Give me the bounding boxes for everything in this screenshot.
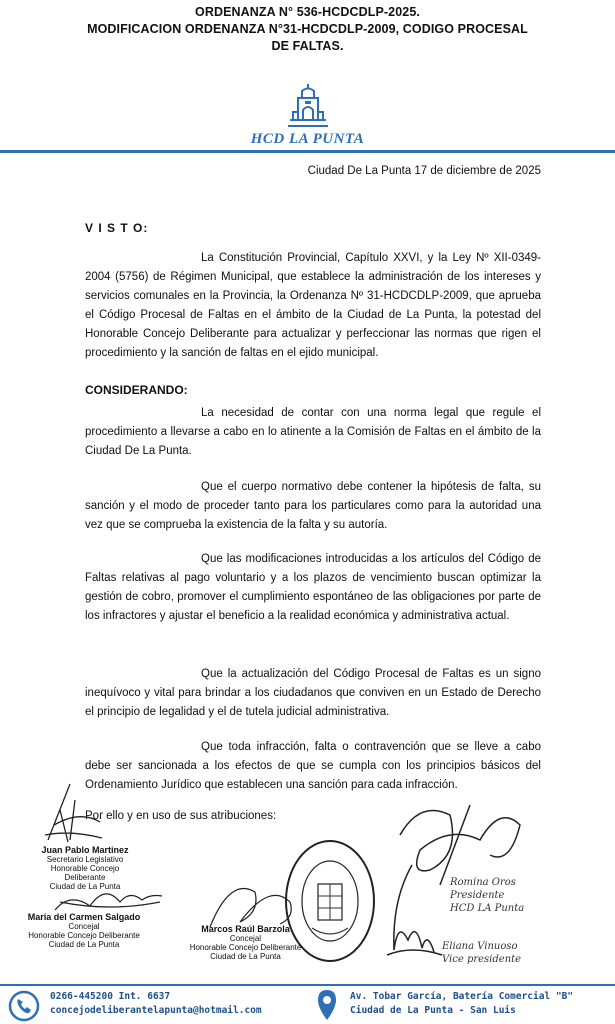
location-pin-icon (316, 988, 338, 1022)
considerando-paragraph-5: Que toda infracción, falta o contravención que se lleve a cabo debe ser sancionada a los efectos de que se cumpla con los principios básicos del Ordenamiento Jurídico que establecen una sanción para cada infracción. (85, 741, 541, 791)
closing-line: Por ello y en uso de sus atribuciones: (85, 810, 277, 822)
signature-block-2: María del Carmen Salgado Concejal Honorable Concejo Deliberante Ciudad de La Punta (27, 912, 141, 949)
signature-scribble-1-icon (40, 780, 110, 850)
footer-address-line1: Av. Tobar García, Batería Comercial "B" (350, 991, 574, 1002)
signature-scribble-5-icon (372, 860, 452, 970)
signature-block-1: Juan Pablo Martinez Secretario Legislativo Honorable Concejo Deliberante Ciudad de La Punta (41, 845, 129, 891)
footer-address-line2: Ciudad de La Punta - San Luis (350, 1005, 516, 1016)
footer-phone: 0266-445200 Int. 6637 (50, 991, 171, 1002)
phone-icon (8, 990, 40, 1022)
hcd-logo-text: HCD LA PUNTA (250, 131, 365, 147)
footer-email[interactable]: concejodeliberantelapunta@hotmail.com (50, 1005, 262, 1016)
visto-heading: V I S T O: (85, 221, 149, 235)
official-seal-icon (282, 836, 378, 966)
document-title-line2: MODIFICACION ORDENANZA N°31-HCDCDLP-2009, CODIGO PROCESAL (87, 22, 528, 36)
date-line: Ciudad De La Punta 17 de diciembre de 2025 (307, 165, 541, 177)
visto-paragraph: La Constitución Provincial, Capítulo XXVI, y la Ley Nº XII-0349-2004 (5756) de Régimen Municipal, que establece la administración de los intereses y servicios comunales en la Provincia, la Ordenanza Nº 31-HCDCDLP-2009, que aprueba el Código Procesal de Faltas en el ámbito de la Ciudad de La Punta, la potestad del Honorable Concejo Deliberante para actualizar y perfeccionar las normas que rigen el procedimiento y la sanción de faltas en el ejido municipal. (85, 252, 541, 359)
footer-divider (0, 984, 615, 986)
header-divider (0, 150, 615, 153)
considerando-paragraph-1: La necesidad de contar con una norma legal que regule el procedimiento a llevarse a cabo en lo atinente a la Comisión de Faltas en el ámbito de la Ciudad De La Punta. (85, 407, 541, 457)
document-title-line3: DE FALTAS. (271, 39, 344, 53)
footer (0, 988, 615, 1024)
handwritten-note-1: Romina Oros Presidente HCD LA Punta (450, 877, 525, 914)
handwritten-note-2: Eliana Vinuoso Vice presidente (442, 941, 522, 965)
signature-block-3: Marcos Raúl Barzola Concejal Honorable Concejo Deliberante Ciudad de La Punta (189, 924, 302, 961)
signature-scribble-2-icon (50, 872, 170, 917)
considerando-paragraph-2: Que el cuerpo normativo debe contener la hipótesis de falta, su sanción y el modo de proceder tanto para los particulares como para la autoridad una vez que se comprueba la existencia de la falta y su autoría. (85, 481, 541, 531)
considerando-heading: CONSIDERANDO: (85, 383, 188, 397)
hcd-building-logo-icon (285, 82, 331, 132)
considerando-paragraph-3: Que las modificaciones introducidas a los artículos del Código de Faltas relativas al pago voluntario y a los plazos de vencimiento buscan optimizar la gestión de cobro, promover el cumplimiento espontáneo de las obligaciones por parte de los infractores y ajustar el beneficio a la realidad económica y administrativa actual. (85, 553, 541, 622)
document-title-line1: ORDENANZA N° 536-HCDCDLP-2025. (195, 5, 420, 19)
considerando-paragraph-4: Que la actualización del Código Procesal de Faltas es un signo inequívoco y vital para brindar a los ciudadanos que conviven en un Estado de Derecho el principio de legalidad y el de tutela judicial administrativa. (85, 668, 541, 718)
